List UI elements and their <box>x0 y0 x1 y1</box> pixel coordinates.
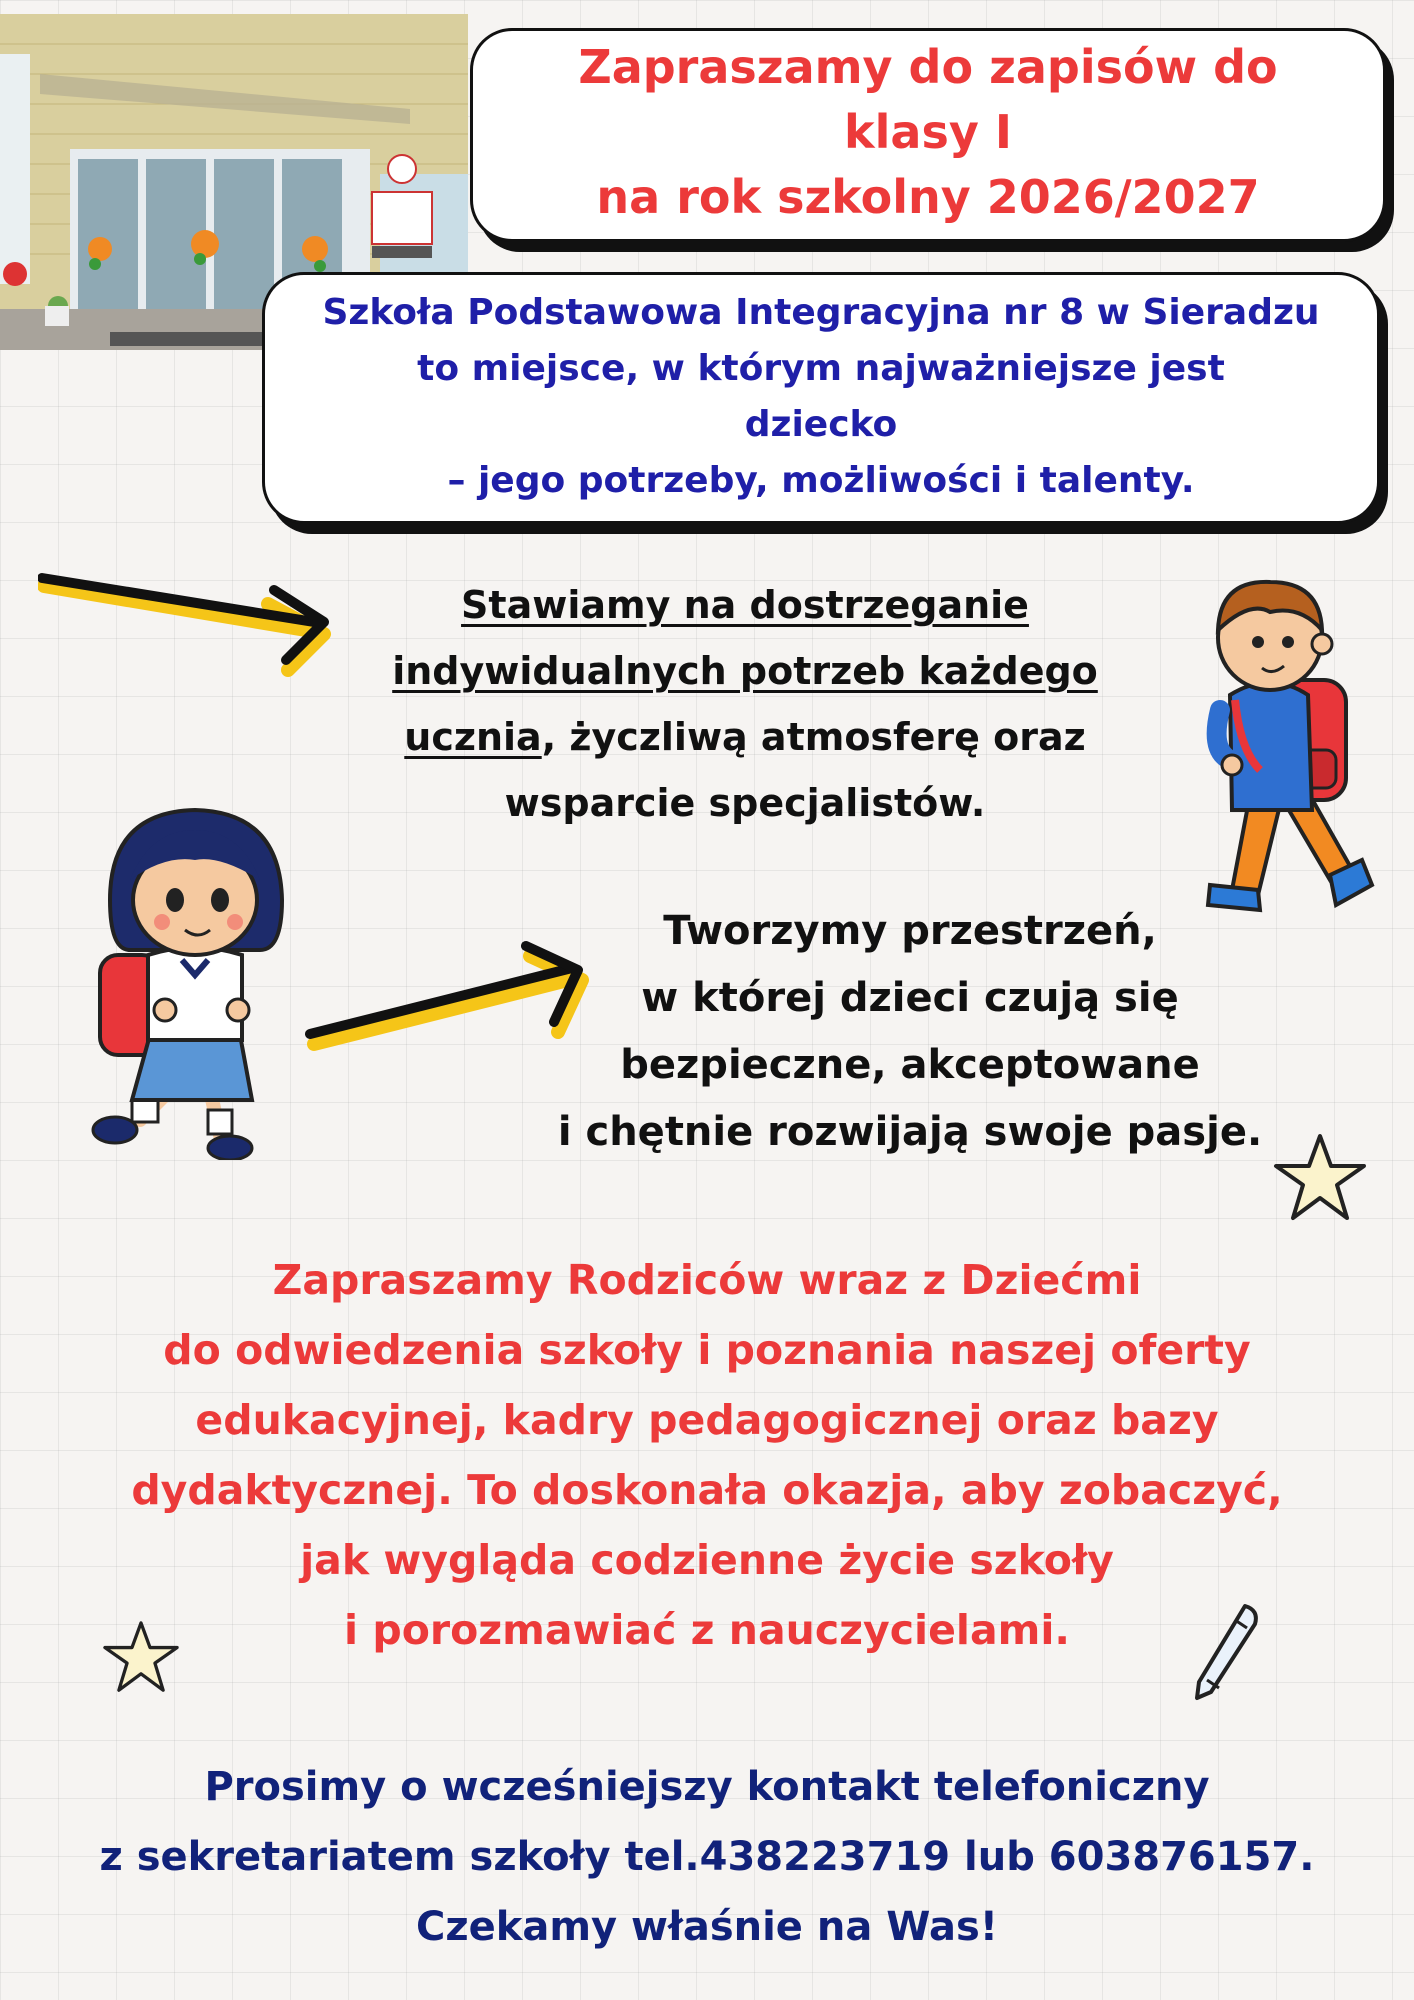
block2-line-2: w której dzieci czują się <box>641 975 1179 1021</box>
block2-line-1: Tworzymy przestrzeń, <box>663 908 1157 954</box>
individual-needs-text <box>330 572 1160 836</box>
block1-line-4: wsparcie specjalistów. <box>504 781 986 825</box>
intro-line-2: to miejsce, w którym najważniejsze jest <box>417 348 1225 389</box>
title-bubble <box>470 28 1386 242</box>
arrow-icon <box>38 560 338 680</box>
block1-line-2: indywidualnych potrzeb każdego <box>392 649 1098 693</box>
intro-bubble <box>262 272 1380 524</box>
safe-space-text <box>520 898 1300 1166</box>
title-line-3: na rok szkolny 2026/2027 <box>596 170 1260 224</box>
block1-line-3b: , życzliwą atmosferę oraz <box>541 715 1086 759</box>
block1-line-3a: ucznia <box>404 715 542 759</box>
contact-text <box>30 1752 1384 1962</box>
intro-line-3: dziecko <box>744 404 898 445</box>
intro-line-4: – jego potrzeby, możliwości i talenty. <box>447 460 1195 501</box>
contact-line-2: z sekretariatem szkoły tel.438223719 lub 603876157. <box>99 1834 1315 1880</box>
invite-line-2: do odwiedzenia szkoły i poznania naszej oferty <box>163 1326 1251 1374</box>
boy-illustration <box>1180 560 1380 955</box>
block2-line-4: i chętnie rozwijają swoje pasje. <box>557 1109 1263 1155</box>
invite-line-1: Zapraszamy Rodziców wraz z Dziećmi <box>272 1256 1142 1304</box>
intro-line-1: Szkoła Podstawowa Integracyjna nr 8 w Sieradzu <box>322 292 1320 333</box>
invitation-text <box>30 1245 1384 1665</box>
block1-line-1: Stawiamy na dostrzeganie <box>461 583 1029 627</box>
invite-line-5: jak wygląda codzienne życie szkoły <box>300 1536 1114 1584</box>
girl-illustration <box>70 800 320 1160</box>
star-icon <box>1270 1130 1370 1225</box>
star-icon <box>100 1618 182 1696</box>
title-line-1: Zapraszamy do zapisów do <box>578 40 1278 94</box>
title-line-2: klasy I <box>844 105 1012 159</box>
invite-line-6: i porozmawiać z nauczycielami. <box>344 1606 1070 1654</box>
pen-icon <box>1185 1600 1265 1705</box>
contact-line-3: Czekamy właśnie na Was! <box>415 1904 998 1950</box>
invite-line-3: edukacyjnej, kadry pedagogicznej oraz bazy <box>195 1396 1219 1444</box>
contact-line-1: Prosimy o wcześniejszy kontakt telefoniczny <box>204 1764 1210 1810</box>
block2-line-3: bezpieczne, akceptowane <box>620 1042 1200 1088</box>
invite-line-4: dydaktycznej. To doskonała okazja, aby zobaczyć, <box>131 1466 1283 1514</box>
